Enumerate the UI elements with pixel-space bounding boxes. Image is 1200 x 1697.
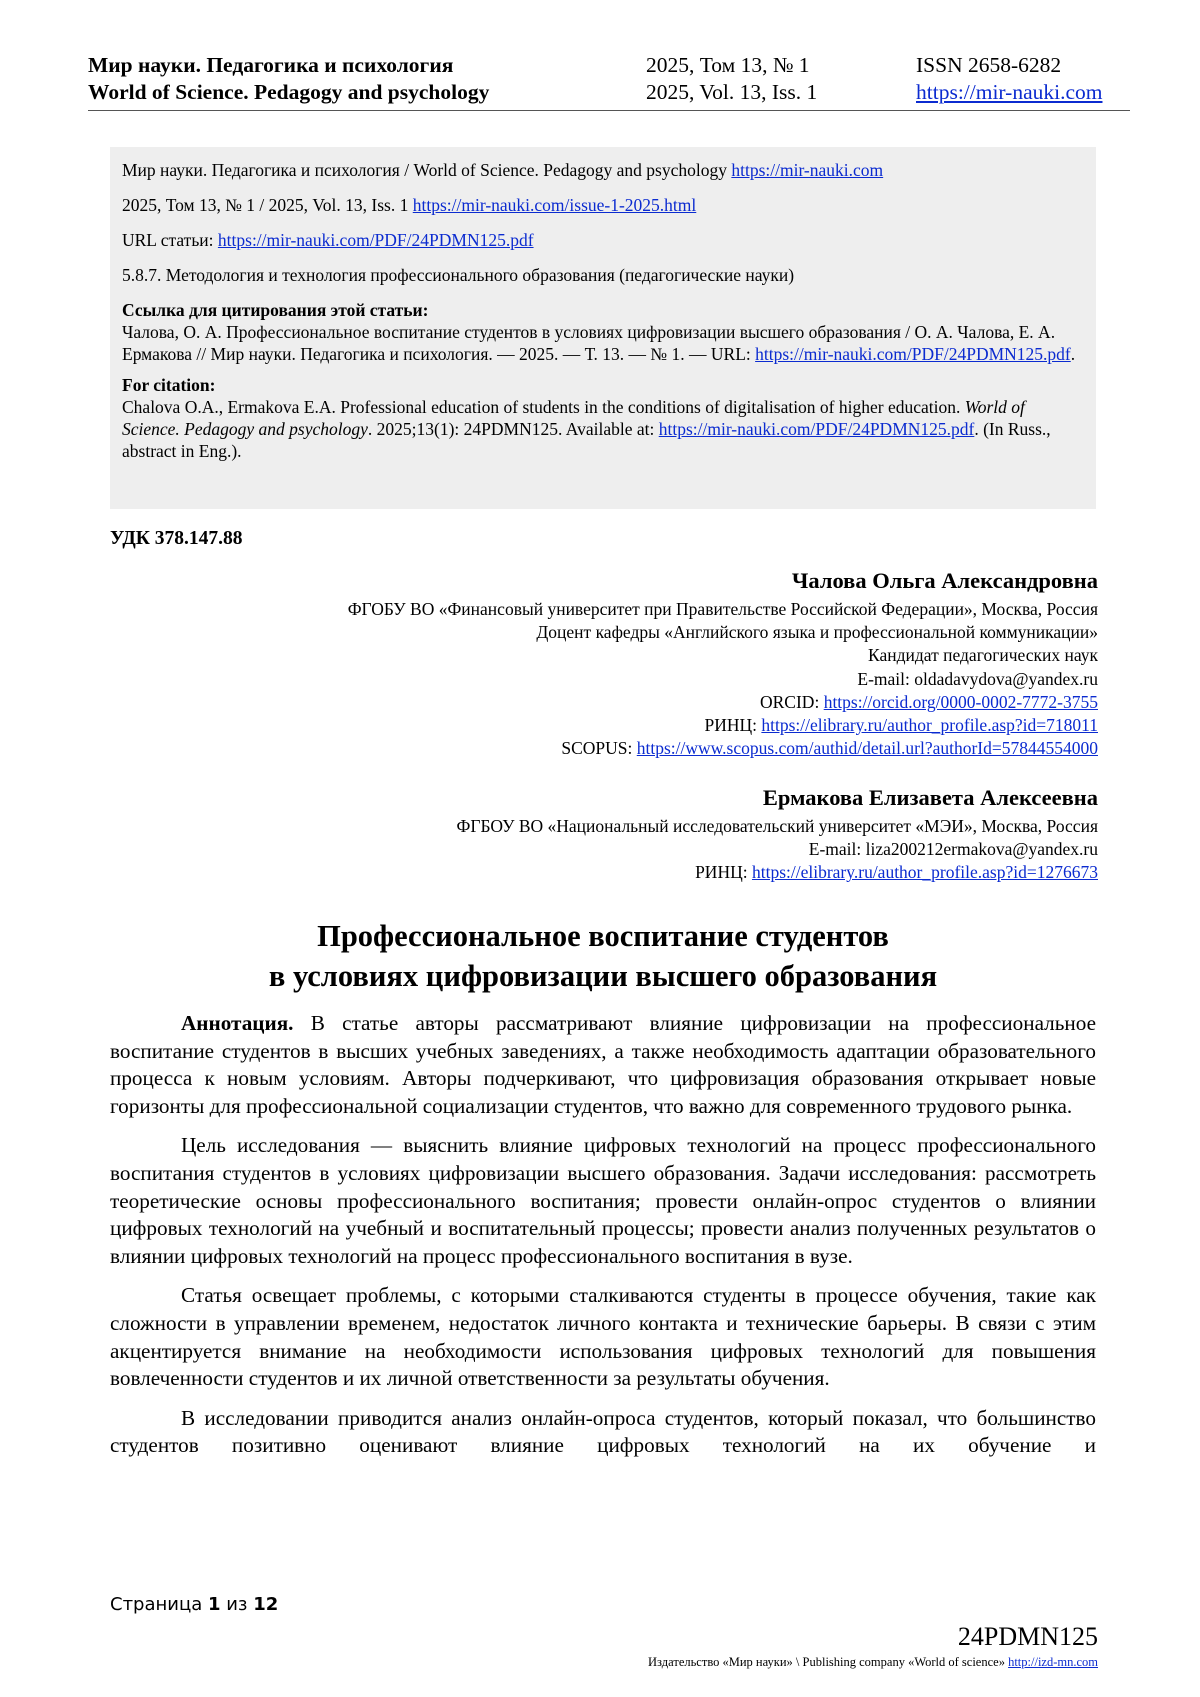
journal-title-en: World of Science. Pedagogy and psychology <box>88 80 490 104</box>
page-number <box>110 1594 278 1615</box>
info-issue-link[interactable]: https://mir-nauki.com/issue-1-2025.html <box>412 195 697 215</box>
abstract-paragraph-1 <box>110 1010 1096 1120</box>
info-url-line <box>122 229 1084 251</box>
header-divider <box>88 110 1130 111</box>
page-mid: из <box>220 1594 254 1615</box>
journal-header <box>88 52 1130 106</box>
abstract-text-1: В статье авторы рассматривают влияние цифровизации на профессиональное воспитание студентов в высших учебных заведениях, а также необходимость адаптации образовательного процесса к новым условиям. Авторы подчеркивают, что цифровизация образования открывает новые горизонты для профессиональной социализации студентов, что важно для современного трудового рынка. <box>110 1011 1096 1118</box>
udk-code: УДК 378.147.88 <box>110 528 243 549</box>
citation-ru-tail: . <box>1070 344 1076 364</box>
publisher-line <box>648 1655 1098 1670</box>
info-journal-line <box>122 159 1084 181</box>
citation-ru-heading: Ссылка для цитирования этой статьи: <box>122 300 429 320</box>
citation-en <box>122 374 1084 462</box>
info-issue-text: 2025, Том 13, № 1 / 2025, Vol. 13, Iss. 1 <box>122 195 413 215</box>
author-email: E-mail: liza200212ermakova@yandex.ru <box>808 839 1098 860</box>
info-issue-line <box>122 194 1084 216</box>
citation-en-heading: For citation: <box>122 375 216 395</box>
info-article-link[interactable]: https://mir-nauki.com/PDF/24PDMN125.pdf <box>217 230 534 250</box>
abstract-paragraph-2: Цель исследования — выяснить влияние цифровых технологий на процесс профессионального воспитания студентов в условиях цифровизации высшего образования. Задачи исследования: рассмотреть теоретические основы профессионального воспитания; провести онлайн-опрос студентов о влиянии цифровых технологий на учебный и воспитательный процессы; провести анализ полученных результатов о влиянии цифровых технологий на процесс профессионального воспитания в вузе. <box>110 1133 1096 1268</box>
citation-ru-text: Чалова, О. А. Профессиональное воспитание студентов в условиях цифровизации высшего образования / О. А. Чалова, Е. А. Ермакова // Мир науки. Педагогика и психология. — 2025. — Т. 13. — № 1. — URL: <box>122 322 1056 364</box>
abstract-paragraph-3: Статья освещает проблемы, с которыми сталкиваются студенты в процессе обучения, такие как сложности в управлении временем, недостаток личного контакта и технические барьеры. В связи с этим акцентируется внимание на необходимости использования цифровых технологий для повышения вовлеченности студентов и их личной ответственности за результаты обучения. <box>110 1283 1096 1391</box>
title-line-2: в условиях цифровизации высшего образования <box>268 959 938 993</box>
info-journal-text: Мир науки. Педагогика и психология / World of Science. Pedagogy and psychology <box>122 160 732 180</box>
citation-ru <box>122 299 1084 365</box>
author-orcid <box>348 691 1098 714</box>
article-title <box>110 916 1096 996</box>
rinc-link[interactable]: https://elibrary.ru/author_profile.asp?id=1276673 <box>751 862 1098 883</box>
author-rinc <box>457 861 1098 884</box>
page-prefix: Страница <box>110 1594 208 1615</box>
citation-en-journal: World of Science. Pedagogy and psychology <box>122 397 1025 439</box>
rinc-label: РИНЦ: <box>695 862 752 883</box>
page-current: 1 <box>207 1594 221 1615</box>
journal-title-ru: Мир науки. Педагогика и психология <box>88 53 454 77</box>
info-url-label: URL статьи: <box>122 230 218 250</box>
article-info-box <box>110 147 1096 509</box>
author-rinc <box>348 714 1098 737</box>
author-block-2 <box>457 783 1098 885</box>
document-id: 24PDMN125 <box>957 1622 1098 1651</box>
rinc-link[interactable]: https://elibrary.ru/author_profile.asp?id=718011 <box>761 715 1098 736</box>
scopus-label: SCOPUS: <box>561 738 637 759</box>
page-total: 12 <box>253 1594 279 1615</box>
author-affiliation: ФГОБУ ВО «Финансовый университет при Правительстве Российской Федерации», Москва, Россия <box>347 599 1098 619</box>
author-block-1 <box>348 566 1098 760</box>
scopus-link[interactable]: https://www.scopus.com/authid/detail.url?authorId=57844554000 <box>636 738 1098 759</box>
author-affiliation: ФГБОУ ВО «Национальный исследовательский университет «МЭИ», Москва, Россия <box>456 816 1098 836</box>
abstract <box>110 1010 1096 1472</box>
author-degree: Кандидат педагогических наук <box>868 645 1098 666</box>
author-scopus <box>348 737 1098 760</box>
citation-en-link[interactable]: https://mir-nauki.com/PDF/24PDMN125.pdf <box>658 419 975 439</box>
info-specialty-line: 5.8.7. Методология и технология профессионального образования (педагогические науки) <box>122 265 795 285</box>
issue-en: 2025, Vol. 13, Iss. 1 <box>646 80 818 104</box>
citation-en-tail: . (In Russ., abstract in Eng.). <box>122 419 1051 461</box>
orcid-label: ORCID: <box>760 691 824 712</box>
citation-en-text2: . 2025;13(1): 24PDMN125. Available at: <box>367 419 659 439</box>
author-email: E-mail: oldadavydova@yandex.ru <box>857 668 1098 689</box>
orcid-link[interactable]: https://orcid.org/0000-0002-7772-3755 <box>823 691 1098 712</box>
journal-site-link[interactable]: https://mir-nauki.com <box>916 80 1103 104</box>
info-journal-link[interactable]: https://mir-nauki.com <box>731 160 884 180</box>
abstract-paragraph-4: В исследовании приводится анализ онлайн-опроса студентов, который показал, что большинство студентов позитивно оценивают влияние цифровых технологий на их обучение и <box>110 1405 1096 1458</box>
citation-en-text: Chalova O.A., Ermakova E.A. Professional education of students in the conditions of digitalisation of higher education. <box>122 397 965 417</box>
issue-ru: 2025, Том 13, № 1 <box>646 53 810 77</box>
abstract-label: Аннотация. <box>181 1011 294 1035</box>
author-name: Чалова Ольга Александровна <box>791 568 1098 593</box>
publisher-text: Издательство «Мир науки» \ Publishing company «World of science» <box>648 1655 1009 1669</box>
issn: ISSN 2658-6282 <box>916 53 1062 77</box>
rinc-label: РИНЦ: <box>704 715 762 736</box>
author-name: Ермакова Елизавета Алексеевна <box>762 785 1098 810</box>
title-line-1: Профессиональное воспитание студентов <box>317 919 889 953</box>
citation-ru-link[interactable]: https://mir-nauki.com/PDF/24PDMN125.pdf <box>755 344 1071 364</box>
author-position: Доцент кафедры «Английского языка и профессиональной коммуникации» <box>536 622 1098 643</box>
publisher-link[interactable]: http://izd-mn.com <box>1008 1655 1098 1669</box>
